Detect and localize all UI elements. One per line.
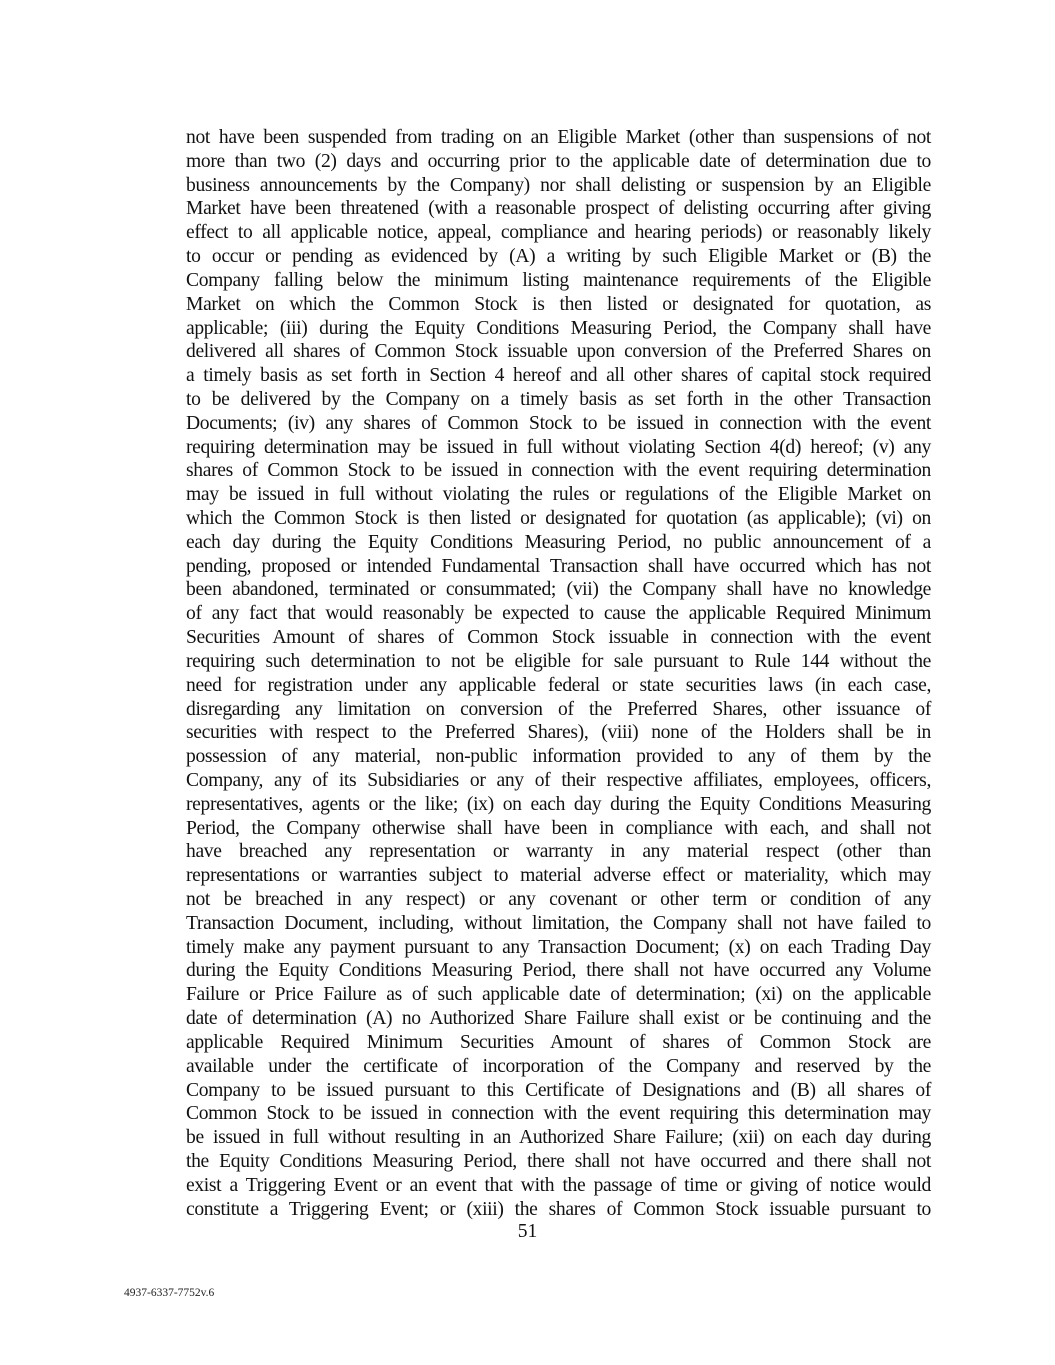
text-line [186,674,931,698]
text-line [186,340,931,364]
text-line [186,1198,931,1222]
text-line [186,936,931,960]
text-line [186,793,931,817]
text-line [186,650,931,674]
text-line-content: representatives, agents or the like; (ix) on each day during the Equity Conditions Measuring [186,793,931,815]
text-line-content: possession of any material, non-public information provided to any of them by the [186,746,931,768]
text-line-content: requiring determination may be issued in full without violating Section 4(d) hereof; (v) any [186,436,931,458]
text-line-content: effect to all applicable notice, appeal, compliance and hearing periods) or reasonably likely [186,222,931,244]
text-line-content: Transaction Document, including, without limitation, the Company shall not have failed to [186,912,931,934]
text-line [186,959,931,983]
text-line [186,1150,931,1174]
text-line-content: a timely basis as set forth in Section 4 hereof and all other shares of capital stock required [186,365,931,387]
text-line-content: Company, any of its Subsidiaries or any of their respective affiliates, employees, officers, [186,769,931,791]
text-line-content: the Equity Conditions Measuring Period, there shall not have occurred and there shall not [186,1150,931,1172]
text-line-content: not have been suspended from trading on an Eligible Market (other than suspensions of not [186,127,931,148]
text-line [186,912,931,936]
text-line-content: each day during the Equity Conditions Measuring Period, no public announcement of a [186,531,931,553]
text-line-content: shares of Common Stock to be issued in connection with the event requiring determination [186,460,931,482]
text-line [186,150,931,174]
text-line-content: business announcements by the Company) nor shall delisting or suspension by an Eligible [186,174,931,196]
text-line [186,436,931,460]
text-line [186,745,931,769]
text-line-content: Period, the Company otherwise shall have been in compliance with each, and shall not [186,817,931,839]
text-line [186,840,931,864]
text-line-content: been abandoned, terminated or consummated; (vii) the Company shall have no knowledge [186,579,931,601]
text-line-content: Securities Amount of shares of Common Stock issuable in connection with the event [186,627,931,649]
text-line-content: constitute a Triggering Event; or (xiii) the shares of Common Stock issuable pursuant to [186,1198,931,1220]
text-line-content: not be breached in any respect) or any covenant or other term or condition of any [186,889,931,910]
text-line-content: representations or warranties subject to material adverse effect or materiality, which may [186,865,931,887]
text-line [186,412,931,436]
text-line [186,626,931,650]
text-line [186,507,931,531]
text-line-content: have breached any representation or warranty in any material respect (other than [186,841,931,863]
text-line-content: during the Equity Conditions Measuring Period, there shall not have occurred any Volume [186,960,931,982]
text-line-content: Market have been threatened (with a reasonable prospect of delisting occurring after giving [186,198,931,220]
text-line-content: Common Stock to be issued in connection with the event requiring this determination may [186,1103,931,1125]
text-line-content: may be issued in full without violating the rules or regulations of the Eligible Market on [186,484,931,506]
text-line [186,293,931,317]
text-line-content: securities with respect to the Preferred Shares), (viii) none of the Holders shall be in [186,722,931,744]
text-line [186,126,931,150]
text-line [186,888,931,912]
text-line-content: requiring such determination to not be eligible for sale pursuant to Rule 144 without the [186,650,931,672]
text-line-content: of any fact that would reasonably be expected to cause the applicable Required Minimum [186,603,931,625]
text-line-content: disregarding any limitation on conversion of the Preferred Shares, other issuance of [186,698,931,720]
text-line [186,1031,931,1055]
text-line-content: exist a Triggering Event or an event that with the passage of time or giving of notice would [186,1174,931,1196]
text-line [186,197,931,221]
text-line-content: applicable; (iii) during the Equity Conditions Measuring Period, the Company shall have [186,317,931,339]
text-line-content: which the Common Stock is then listed or designated for quotation (as applicable); (vi) on [186,508,931,529]
text-line-content: more than two (2) days and occurring prior to the applicable date of determination due to [186,150,931,172]
text-line-content: Documents; (iv) any shares of Common Stock to be issued in connection with the event [186,412,931,434]
page-number [0,1221,1055,1243]
text-line [186,602,931,626]
text-line [186,1102,931,1126]
body-paragraph [186,126,931,1221]
text-line-content: to be delivered by the Company on a timely basis as set forth in the other Transaction [186,388,931,410]
text-line [186,578,931,602]
text-line-content: delivered all shares of Common Stock issuable upon conversion of the Preferred Shares on [186,341,931,363]
text-line [186,864,931,888]
text-line-content: be issued in full without resulting in an Authorized Share Failure; (xii) on each day during [186,1127,931,1149]
text-line-content: Company to be issued pursuant to this Certificate of Designations and (B) all shares of [186,1079,931,1101]
text-line [186,174,931,198]
text-line-content: need for registration under any applicable federal or state securities laws (in each case, [186,674,931,696]
text-line [186,269,931,293]
text-line-content: Company falling below the minimum listing maintenance requirements of the Eligible [186,269,931,291]
text-line [186,364,931,388]
text-line-content: date of determination (A) no Authorized Share Failure shall exist or be continuing and the [186,1008,931,1030]
text-line [186,221,931,245]
text-line [186,459,931,483]
text-line-content: applicable Required Minimum Securities Amount of shares of Common Stock are [186,1031,931,1053]
text-line [186,388,931,412]
text-line [186,531,931,555]
text-line [186,769,931,793]
text-line-content: Market on which the Common Stock is then listed or designated for quotation, as [186,293,931,315]
text-line-content: pending, proposed or intended Fundamental Transaction shall have occurred which has not [186,555,931,577]
text-line [186,245,931,269]
text-line [186,555,931,579]
text-line-content: available under the certificate of incorporation of the Company and reserved by the [186,1055,931,1077]
text-line [186,317,931,341]
text-line [186,983,931,1007]
text-line [186,1079,931,1103]
text-line-content: timely make any payment pursuant to any Transaction Document; (x) on each Trading Day [186,936,931,958]
text-line-content: Failure or Price Failure as of such applicable date of determination; (xi) on the applicable [186,984,931,1006]
text-line [186,483,931,507]
text-line [186,721,931,745]
text-line [186,1126,931,1150]
text-line-content: to occur or pending as evidenced by (A) a writing by such Eligible Market or (B) the [186,246,931,268]
text-line [186,1055,931,1079]
text-line [186,698,931,722]
text-line [186,1174,931,1198]
text-line [186,817,931,841]
page-number-text: 51 [517,1221,538,1242]
document-id-footer: 4937-6337-7752v.6 [124,1287,215,1299]
text-line [186,1007,931,1031]
